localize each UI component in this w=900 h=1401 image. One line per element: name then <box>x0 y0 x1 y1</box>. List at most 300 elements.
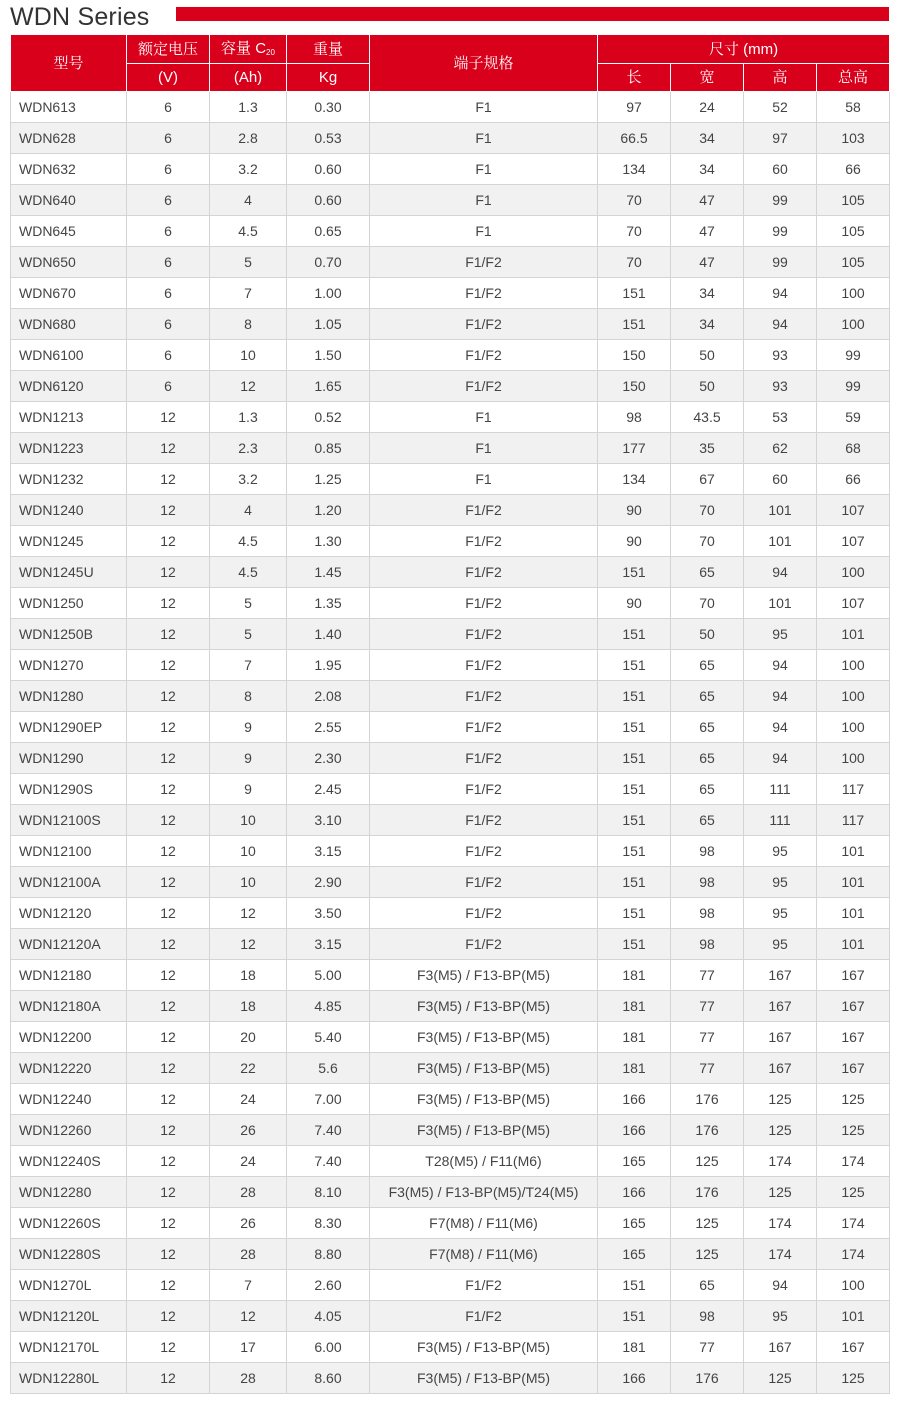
cell-weight: 0.30 <box>287 92 370 123</box>
cell-voltage: 12 <box>127 1146 210 1177</box>
table-row <box>11 1053 890 1084</box>
cell-model: WDN650 <box>11 247 127 278</box>
cell-terminal: F1/F2 <box>370 805 598 836</box>
cell-weight: 1.05 <box>287 309 370 340</box>
cell-length: 150 <box>598 371 671 402</box>
cell-width: 35 <box>671 433 744 464</box>
cell-length: 166 <box>598 1177 671 1208</box>
table-row <box>11 154 890 185</box>
table-row <box>11 495 890 526</box>
header-dimensions: 尺寸 (mm) <box>598 35 890 64</box>
cell-voltage: 12 <box>127 619 210 650</box>
cell-height: 95 <box>744 867 817 898</box>
spec-table <box>10 34 890 1394</box>
cell-length: 166 <box>598 1084 671 1115</box>
cell-total-height: 105 <box>817 247 890 278</box>
cell-terminal: F1/F2 <box>370 743 598 774</box>
cell-capacity: 9 <box>210 712 287 743</box>
table-row <box>11 1363 890 1394</box>
cell-model: WDN645 <box>11 216 127 247</box>
cell-total-height: 99 <box>817 340 890 371</box>
page-title: WDN Series <box>10 3 150 31</box>
table-row <box>11 1177 890 1208</box>
cell-weight: 4.85 <box>287 991 370 1022</box>
cell-voltage: 12 <box>127 1301 210 1332</box>
cell-length: 151 <box>598 557 671 588</box>
cell-model: WDN1280 <box>11 681 127 712</box>
cell-height: 99 <box>744 185 817 216</box>
cell-length: 166 <box>598 1115 671 1146</box>
cell-length: 151 <box>598 712 671 743</box>
header-width: 宽 <box>671 64 744 92</box>
cell-voltage: 12 <box>127 495 210 526</box>
cell-capacity: 10 <box>210 836 287 867</box>
cell-terminal: F1/F2 <box>370 247 598 278</box>
cell-voltage: 12 <box>127 836 210 867</box>
cell-voltage: 12 <box>127 1270 210 1301</box>
cell-total-height: 58 <box>817 92 890 123</box>
cell-voltage: 12 <box>127 898 210 929</box>
cell-weight: 5.6 <box>287 1053 370 1084</box>
cell-capacity: 5 <box>210 588 287 619</box>
cell-length: 151 <box>598 278 671 309</box>
cell-total-height: 101 <box>817 836 890 867</box>
cell-voltage: 12 <box>127 1332 210 1363</box>
cell-terminal: F1 <box>370 123 598 154</box>
cell-height: 99 <box>744 247 817 278</box>
header-capacity-sub: 20 <box>266 48 275 57</box>
cell-total-height: 100 <box>817 557 890 588</box>
cell-model: WDN12260S <box>11 1208 127 1239</box>
cell-width: 70 <box>671 495 744 526</box>
cell-height: 167 <box>744 960 817 991</box>
cell-voltage: 12 <box>127 526 210 557</box>
cell-length: 70 <box>598 216 671 247</box>
cell-model: WDN1270L <box>11 1270 127 1301</box>
header-length: 长 <box>598 64 671 92</box>
cell-terminal: F3(M5) / F13-BP(M5) <box>370 991 598 1022</box>
cell-total-height: 100 <box>817 650 890 681</box>
header-weight-unit: Kg <box>287 64 370 92</box>
cell-total-height: 167 <box>817 991 890 1022</box>
cell-capacity: 10 <box>210 340 287 371</box>
cell-voltage: 12 <box>127 991 210 1022</box>
cell-total-height: 101 <box>817 929 890 960</box>
cell-height: 174 <box>744 1239 817 1270</box>
cell-width: 47 <box>671 185 744 216</box>
cell-model: WDN12100 <box>11 836 127 867</box>
header-voltage-unit: (V) <box>127 64 210 92</box>
cell-length: 165 <box>598 1239 671 1270</box>
header-height: 高 <box>744 64 817 92</box>
table-row <box>11 1084 890 1115</box>
cell-capacity: 8 <box>210 681 287 712</box>
cell-voltage: 12 <box>127 433 210 464</box>
cell-model: WDN1245U <box>11 557 127 588</box>
cell-weight: 8.80 <box>287 1239 370 1270</box>
cell-terminal: F1/F2 <box>370 371 598 402</box>
cell-voltage: 6 <box>127 309 210 340</box>
cell-terminal: F1 <box>370 402 598 433</box>
cell-model: WDN12280 <box>11 1177 127 1208</box>
cell-model: WDN1240 <box>11 495 127 526</box>
cell-voltage: 6 <box>127 371 210 402</box>
header-model: 型号 <box>11 35 127 92</box>
cell-length: 151 <box>598 681 671 712</box>
cell-capacity: 18 <box>210 991 287 1022</box>
cell-weight: 5.40 <box>287 1022 370 1053</box>
cell-total-height: 107 <box>817 588 890 619</box>
cell-height: 95 <box>744 1301 817 1332</box>
cell-terminal: F1/F2 <box>370 619 598 650</box>
cell-terminal: F1/F2 <box>370 495 598 526</box>
cell-width: 125 <box>671 1239 744 1270</box>
cell-length: 151 <box>598 836 671 867</box>
cell-capacity: 4 <box>210 185 287 216</box>
cell-weight: 1.50 <box>287 340 370 371</box>
table-row <box>11 92 890 123</box>
table-row <box>11 991 890 1022</box>
cell-capacity: 28 <box>210 1177 287 1208</box>
cell-length: 165 <box>598 1146 671 1177</box>
cell-terminal: F1/F2 <box>370 309 598 340</box>
cell-height: 60 <box>744 154 817 185</box>
cell-voltage: 6 <box>127 278 210 309</box>
cell-model: WDN12120A <box>11 929 127 960</box>
cell-width: 65 <box>671 774 744 805</box>
cell-terminal: F1/F2 <box>370 898 598 929</box>
cell-width: 67 <box>671 464 744 495</box>
table-row <box>11 867 890 898</box>
cell-height: 94 <box>744 309 817 340</box>
table-header <box>11 35 890 92</box>
table-row <box>11 402 890 433</box>
cell-weight: 3.15 <box>287 836 370 867</box>
cell-capacity: 12 <box>210 929 287 960</box>
table-row <box>11 1301 890 1332</box>
cell-model: WDN12240 <box>11 1084 127 1115</box>
cell-model: WDN6100 <box>11 340 127 371</box>
cell-width: 34 <box>671 154 744 185</box>
cell-height: 167 <box>744 1022 817 1053</box>
cell-total-height: 125 <box>817 1084 890 1115</box>
cell-width: 125 <box>671 1146 744 1177</box>
cell-capacity: 26 <box>210 1208 287 1239</box>
cell-total-height: 167 <box>817 960 890 991</box>
cell-model: WDN6120 <box>11 371 127 402</box>
cell-model: WDN632 <box>11 154 127 185</box>
cell-weight: 7.40 <box>287 1115 370 1146</box>
table-row <box>11 1332 890 1363</box>
table-row <box>11 619 890 650</box>
cell-width: 176 <box>671 1115 744 1146</box>
cell-width: 47 <box>671 247 744 278</box>
cell-voltage: 12 <box>127 588 210 619</box>
cell-model: WDN670 <box>11 278 127 309</box>
cell-capacity: 17 <box>210 1332 287 1363</box>
cell-voltage: 6 <box>127 154 210 185</box>
cell-terminal: F1/F2 <box>370 650 598 681</box>
cell-terminal: F3(M5) / F13-BP(M5) <box>370 1115 598 1146</box>
cell-voltage: 12 <box>127 867 210 898</box>
cell-total-height: 167 <box>817 1022 890 1053</box>
cell-model: WDN1290 <box>11 743 127 774</box>
cell-capacity: 9 <box>210 774 287 805</box>
table-row <box>11 960 890 991</box>
cell-length: 70 <box>598 185 671 216</box>
cell-total-height: 59 <box>817 402 890 433</box>
cell-length: 151 <box>598 867 671 898</box>
table-body <box>11 92 890 1394</box>
cell-total-height: 117 <box>817 774 890 805</box>
cell-weight: 0.60 <box>287 154 370 185</box>
table-row <box>11 464 890 495</box>
cell-model: WDN12180 <box>11 960 127 991</box>
cell-terminal: F1 <box>370 216 598 247</box>
cell-width: 24 <box>671 92 744 123</box>
cell-weight: 1.20 <box>287 495 370 526</box>
cell-length: 98 <box>598 402 671 433</box>
cell-capacity: 5 <box>210 619 287 650</box>
cell-width: 65 <box>671 1270 744 1301</box>
cell-voltage: 6 <box>127 123 210 154</box>
table-row <box>11 1115 890 1146</box>
cell-total-height: 167 <box>817 1332 890 1363</box>
cell-total-height: 100 <box>817 743 890 774</box>
cell-total-height: 100 <box>817 681 890 712</box>
cell-length: 165 <box>598 1208 671 1239</box>
cell-width: 34 <box>671 123 744 154</box>
cell-model: WDN1250 <box>11 588 127 619</box>
cell-terminal: F1 <box>370 433 598 464</box>
cell-capacity: 28 <box>210 1363 287 1394</box>
cell-width: 70 <box>671 588 744 619</box>
cell-height: 99 <box>744 216 817 247</box>
cell-total-height: 66 <box>817 154 890 185</box>
cell-height: 95 <box>744 898 817 929</box>
cell-model: WDN12240S <box>11 1146 127 1177</box>
cell-voltage: 12 <box>127 805 210 836</box>
title-accent-bar <box>176 7 889 21</box>
table-row <box>11 1208 890 1239</box>
cell-height: 94 <box>744 712 817 743</box>
cell-capacity: 5 <box>210 247 287 278</box>
cell-width: 176 <box>671 1177 744 1208</box>
cell-width: 65 <box>671 805 744 836</box>
cell-capacity: 24 <box>210 1146 287 1177</box>
cell-terminal: F3(M5) / F13-BP(M5) <box>370 1053 598 1084</box>
cell-total-height: 101 <box>817 867 890 898</box>
cell-weight: 2.55 <box>287 712 370 743</box>
cell-capacity: 7 <box>210 1270 287 1301</box>
table-row <box>11 185 890 216</box>
cell-weight: 2.90 <box>287 867 370 898</box>
cell-weight: 0.60 <box>287 185 370 216</box>
cell-width: 65 <box>671 712 744 743</box>
cell-weight: 1.35 <box>287 588 370 619</box>
cell-weight: 1.65 <box>287 371 370 402</box>
cell-total-height: 68 <box>817 433 890 464</box>
cell-height: 167 <box>744 1053 817 1084</box>
cell-total-height: 103 <box>817 123 890 154</box>
cell-capacity: 3.2 <box>210 154 287 185</box>
cell-width: 50 <box>671 340 744 371</box>
cell-length: 151 <box>598 650 671 681</box>
cell-terminal: F1/F2 <box>370 836 598 867</box>
cell-height: 94 <box>744 1270 817 1301</box>
cell-voltage: 12 <box>127 743 210 774</box>
cell-height: 111 <box>744 805 817 836</box>
cell-height: 95 <box>744 929 817 960</box>
cell-capacity: 12 <box>210 371 287 402</box>
cell-voltage: 6 <box>127 340 210 371</box>
cell-voltage: 6 <box>127 247 210 278</box>
cell-width: 176 <box>671 1363 744 1394</box>
cell-width: 77 <box>671 960 744 991</box>
cell-height: 97 <box>744 123 817 154</box>
cell-terminal: T28(M5) / F11(M6) <box>370 1146 598 1177</box>
cell-length: 151 <box>598 805 671 836</box>
cell-height: 167 <box>744 991 817 1022</box>
header-voltage: 额定电压 <box>127 35 210 64</box>
table-row <box>11 836 890 867</box>
cell-capacity: 4 <box>210 495 287 526</box>
cell-total-height: 117 <box>817 805 890 836</box>
cell-length: 177 <box>598 433 671 464</box>
cell-width: 176 <box>671 1084 744 1115</box>
table-row <box>11 278 890 309</box>
cell-length: 97 <box>598 92 671 123</box>
cell-height: 125 <box>744 1084 817 1115</box>
cell-voltage: 12 <box>127 960 210 991</box>
cell-terminal: F1/F2 <box>370 1301 598 1332</box>
cell-width: 65 <box>671 557 744 588</box>
cell-model: WDN12100A <box>11 867 127 898</box>
header-total-height: 总高 <box>817 64 890 92</box>
cell-capacity: 26 <box>210 1115 287 1146</box>
cell-terminal: F3(M5) / F13-BP(M5) <box>370 960 598 991</box>
cell-terminal: F1/F2 <box>370 929 598 960</box>
cell-length: 151 <box>598 309 671 340</box>
cell-terminal: F3(M5) / F13-BP(M5)/T24(M5) <box>370 1177 598 1208</box>
cell-weight: 8.60 <box>287 1363 370 1394</box>
cell-capacity: 4.5 <box>210 557 287 588</box>
cell-height: 174 <box>744 1146 817 1177</box>
cell-terminal: F1 <box>370 154 598 185</box>
cell-width: 98 <box>671 898 744 929</box>
cell-weight: 1.95 <box>287 650 370 681</box>
cell-model: WDN1232 <box>11 464 127 495</box>
cell-weight: 2.60 <box>287 1270 370 1301</box>
cell-model: WDN12120L <box>11 1301 127 1332</box>
cell-width: 47 <box>671 216 744 247</box>
cell-model: WDN12100S <box>11 805 127 836</box>
table-row <box>11 929 890 960</box>
cell-weight: 1.45 <box>287 557 370 588</box>
cell-voltage: 12 <box>127 1208 210 1239</box>
cell-length: 151 <box>598 774 671 805</box>
cell-capacity: 2.3 <box>210 433 287 464</box>
cell-weight: 0.85 <box>287 433 370 464</box>
table-row <box>11 557 890 588</box>
cell-total-height: 100 <box>817 309 890 340</box>
cell-terminal: F1/F2 <box>370 774 598 805</box>
cell-capacity: 12 <box>210 898 287 929</box>
cell-model: WDN628 <box>11 123 127 154</box>
cell-weight: 3.15 <box>287 929 370 960</box>
cell-capacity: 7 <box>210 650 287 681</box>
cell-total-height: 99 <box>817 371 890 402</box>
cell-width: 70 <box>671 526 744 557</box>
cell-voltage: 12 <box>127 712 210 743</box>
cell-voltage: 12 <box>127 557 210 588</box>
cell-length: 90 <box>598 495 671 526</box>
cell-length: 181 <box>598 960 671 991</box>
cell-model: WDN1290S <box>11 774 127 805</box>
cell-height: 94 <box>744 557 817 588</box>
cell-voltage: 12 <box>127 1177 210 1208</box>
cell-capacity: 10 <box>210 805 287 836</box>
cell-terminal: F1/F2 <box>370 712 598 743</box>
table-row <box>11 1270 890 1301</box>
cell-height: 52 <box>744 92 817 123</box>
cell-length: 151 <box>598 898 671 929</box>
cell-model: WDN1213 <box>11 402 127 433</box>
cell-model: WDN12280S <box>11 1239 127 1270</box>
header-terminal: 端子规格 <box>370 35 598 92</box>
cell-width: 50 <box>671 371 744 402</box>
cell-weight: 8.10 <box>287 1177 370 1208</box>
cell-height: 125 <box>744 1177 817 1208</box>
cell-terminal: F1/F2 <box>370 1270 598 1301</box>
cell-capacity: 7 <box>210 278 287 309</box>
cell-height: 101 <box>744 495 817 526</box>
cell-height: 93 <box>744 371 817 402</box>
cell-capacity: 3.2 <box>210 464 287 495</box>
cell-model: WDN1250B <box>11 619 127 650</box>
cell-total-height: 125 <box>817 1115 890 1146</box>
cell-terminal: F3(M5) / F13-BP(M5) <box>370 1332 598 1363</box>
cell-voltage: 12 <box>127 1115 210 1146</box>
cell-model: WDN12180A <box>11 991 127 1022</box>
cell-terminal: F1/F2 <box>370 867 598 898</box>
cell-total-height: 100 <box>817 712 890 743</box>
cell-weight: 0.52 <box>287 402 370 433</box>
cell-length: 134 <box>598 154 671 185</box>
cell-total-height: 125 <box>817 1363 890 1394</box>
cell-voltage: 6 <box>127 185 210 216</box>
cell-width: 77 <box>671 1332 744 1363</box>
cell-height: 94 <box>744 743 817 774</box>
cell-width: 77 <box>671 991 744 1022</box>
cell-weight: 1.40 <box>287 619 370 650</box>
cell-weight: 1.30 <box>287 526 370 557</box>
cell-length: 134 <box>598 464 671 495</box>
cell-height: 93 <box>744 340 817 371</box>
cell-model: WDN613 <box>11 92 127 123</box>
header-capacity <box>210 35 287 64</box>
cell-capacity: 1.3 <box>210 92 287 123</box>
cell-terminal: F1/F2 <box>370 588 598 619</box>
table-row <box>11 216 890 247</box>
cell-weight: 3.10 <box>287 805 370 836</box>
cell-model: WDN12200 <box>11 1022 127 1053</box>
cell-model: WDN12280L <box>11 1363 127 1394</box>
table-row <box>11 743 890 774</box>
cell-terminal: F3(M5) / F13-BP(M5) <box>370 1084 598 1115</box>
cell-length: 150 <box>598 340 671 371</box>
table-row <box>11 1022 890 1053</box>
